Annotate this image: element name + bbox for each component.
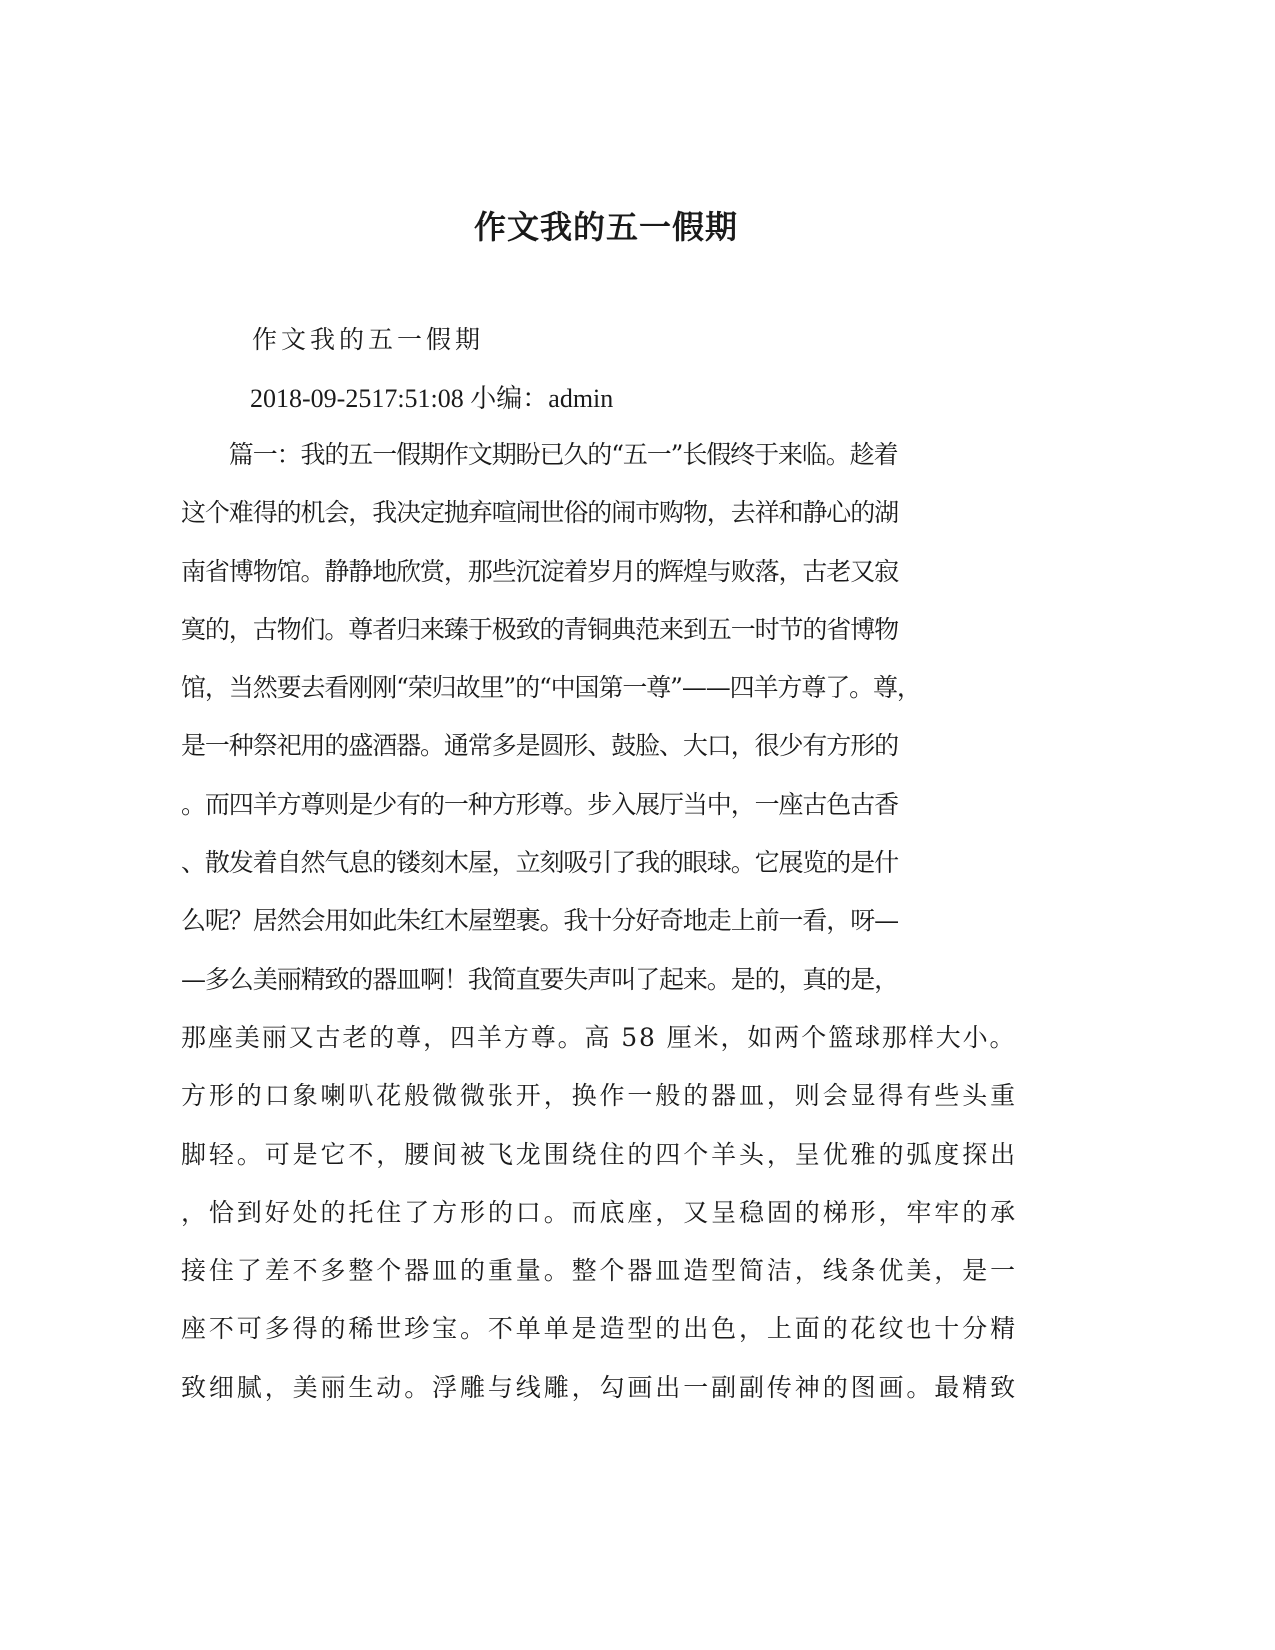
editor-name: admin [548, 384, 614, 413]
body-line: 座不可多得的稀世珍宝。不单单是造型的出色，上面的花纹也十分精 [181, 1314, 1019, 1344]
body-line: 南省博物馆。静静地欣赏，那些沉淀着岁月的辉煌与败落，古老又寂 [181, 556, 899, 586]
body-line: ，恰到好处的托住了方形的口。而底座，又呈稳固的梯形，牢牢的承 [181, 1197, 1019, 1227]
article-body [181, 426, 1018, 1417]
body-line: 篇一：我的五一假期作文期盼已久的“五一”长假终于来临。趁着 [181, 440, 898, 469]
body-line: 这个难得的机会，我决定抛弃喧闹世俗的闹市购物，去祥和静心的湖 [181, 498, 899, 528]
body-line: 寞的，古物们。尊者归来臻于极致的青铜典范来到五一时节的省博物 [181, 614, 899, 644]
body-line: 馆，当然要去看刚刚“荣归故里”的“中国第一尊”——四羊方尊了。尊， [181, 673, 921, 703]
body-line: 。而四羊方尊则是少有的一种方形尊。步入展厅当中，一座古色古香 [181, 789, 899, 819]
body-line: 那座美丽又古老的尊，四羊方尊。高 58 厘米，如两个篮球那样大小。 [181, 1022, 1017, 1052]
body-line: 脚轻。可是它不，腰间被飞龙围绕住的四个羊头，呈优雅的弧度探出 [181, 1139, 1019, 1169]
article-subtitle: 作文我的五一假期 [252, 325, 485, 354]
publish-date: 2018-09-2517:51:08 [250, 384, 464, 413]
body-line: 致细腻，美丽生动。浮雕与线雕，勾画出一副副传神的图画。最精致 [181, 1372, 1019, 1402]
body-line: 么呢？居然会用如此朱红木屋塑裹。我十分好奇地走上前一看，呀— [181, 906, 899, 936]
document-title: 作文我的五一假期 [473, 208, 738, 246]
body-line: 、散发着自然气息的镂刻木屋，立刻吸引了我的眼球。它展览的是什 [181, 848, 899, 878]
body-line: 方形的口象喇叭花般微微张开，换作一般的器皿，则会显得有些头重 [181, 1081, 1019, 1111]
body-line: 是一种祭祀用的盛酒器。通常多是圆形、鼓脸、大口，很少有方形的 [181, 731, 899, 761]
body-line: —多么美丽精致的器皿啊！我简直要失声叫了起来。是的，真的是， [181, 964, 899, 994]
editor-label: 小编： [463, 384, 549, 413]
article-meta [250, 378, 613, 415]
body-line: 接住了差不多整个器皿的重量。整个器皿造型简洁，线条优美，是一 [181, 1256, 1019, 1286]
